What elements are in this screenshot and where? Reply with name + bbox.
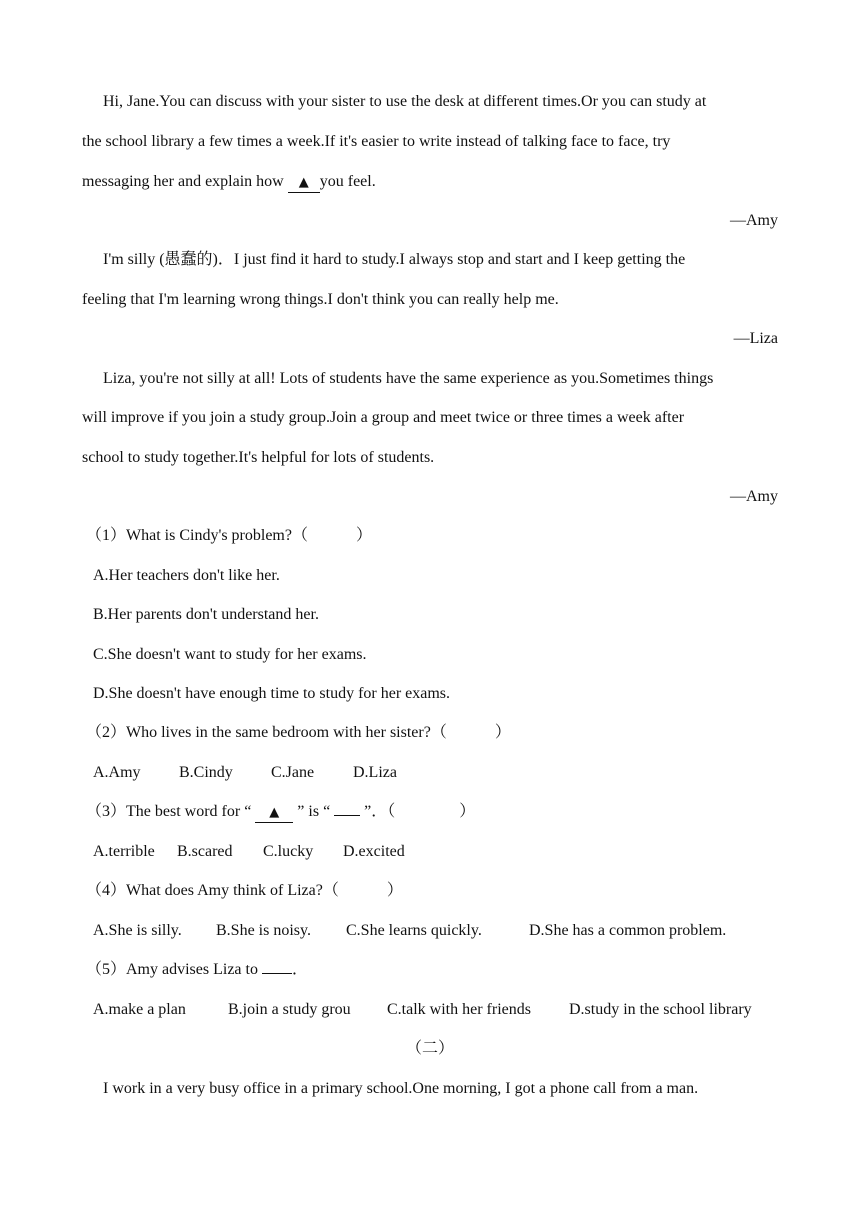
triangle-marker: ▲	[298, 175, 309, 190]
question-stem	[86, 800, 786, 824]
question-stem: （2）Who lives in the same bedroom with her sister?（ ）	[86, 724, 511, 741]
question-text: ”．（ ）	[360, 803, 476, 820]
option-d: D.excited	[343, 843, 405, 860]
question-stem: （1）What is Cindy's problem?（ ）	[86, 527, 372, 544]
option-b: B.join a study grou	[228, 1001, 351, 1018]
passage-text: messaging her and explain how	[82, 173, 288, 190]
options-row	[93, 840, 793, 864]
options-row	[93, 761, 793, 785]
question-text: ．	[291, 961, 308, 978]
passage-line: I work in a very busy office in a primary school.One morning, I got a phone call from a man.	[103, 1080, 699, 1097]
option-b: B.Cindy	[179, 764, 233, 781]
option-d: D.Liza	[353, 764, 397, 781]
answer-blank	[288, 173, 320, 193]
options-row	[93, 998, 793, 1022]
passage-line: will improve if you join a study group.Join a group and meet twice or three times a week after	[82, 409, 685, 426]
option-a: A.make a plan	[93, 1001, 186, 1018]
option-a: A.She is silly.	[93, 922, 182, 939]
passage-line: Hi, Jane.You can discuss with your sister to use the desk at different times.Or you can study at	[103, 93, 707, 110]
question-text: ” is “	[293, 803, 335, 820]
passage-line: feeling that I'm learning wrong things.I don't think you can really help me.	[82, 291, 559, 308]
signature: —Liza	[733, 330, 778, 347]
question-text: （5）Amy advises Liza to	[86, 961, 262, 978]
passage-text: you feel.	[319, 173, 376, 190]
option-b: B.Her parents don't understand her.	[93, 606, 319, 623]
option-a: A.Amy	[93, 764, 141, 781]
signature: —Amy	[730, 488, 778, 505]
signature: —Amy	[730, 212, 778, 229]
option-c: C.lucky	[263, 843, 314, 860]
option-c: C.She learns quickly.	[346, 922, 482, 939]
option-b: B.scared	[177, 843, 233, 860]
option-a: A.terrible	[93, 843, 155, 860]
option-a: A.Her teachers don't like her.	[93, 567, 280, 584]
option-c: C.She doesn't want to study for her exams.	[93, 646, 367, 663]
triangle-marker: ▲	[269, 805, 280, 820]
option-d: D.She doesn't have enough time to study for her exams.	[93, 685, 451, 702]
question-stem	[86, 958, 786, 982]
answer-blank	[262, 973, 292, 974]
passage-line	[82, 170, 782, 194]
option-d: D.study in the school library	[569, 1001, 752, 1018]
question-stem: （4）What does Amy think of Liza?（ ）	[86, 882, 403, 899]
options-row	[93, 919, 793, 943]
passage-line: school to study together.It's helpful for lots of students.	[82, 449, 435, 466]
section-heading: （二）	[405, 1040, 454, 1057]
passage-line: the school library a few times a week.If it's easier to write instead of talking face to face, try	[82, 133, 671, 150]
answer-blank	[255, 803, 293, 823]
option-d: D.She has a common problem.	[529, 922, 727, 939]
option-c: C.Jane	[271, 764, 315, 781]
question-text: （3）The best word for “	[86, 803, 256, 820]
passage-line: Liza, you're not silly at all! Lots of students have the same experience as you.Sometimes things	[103, 370, 714, 387]
option-c: C.talk with her friends	[387, 1001, 531, 1018]
answer-blank	[334, 815, 360, 816]
passage-line: I'm silly (愚蠢的)．I just find it hard to study.I always stop and start and I keep getting the	[103, 251, 686, 268]
option-b: B.She is noisy.	[216, 922, 311, 939]
